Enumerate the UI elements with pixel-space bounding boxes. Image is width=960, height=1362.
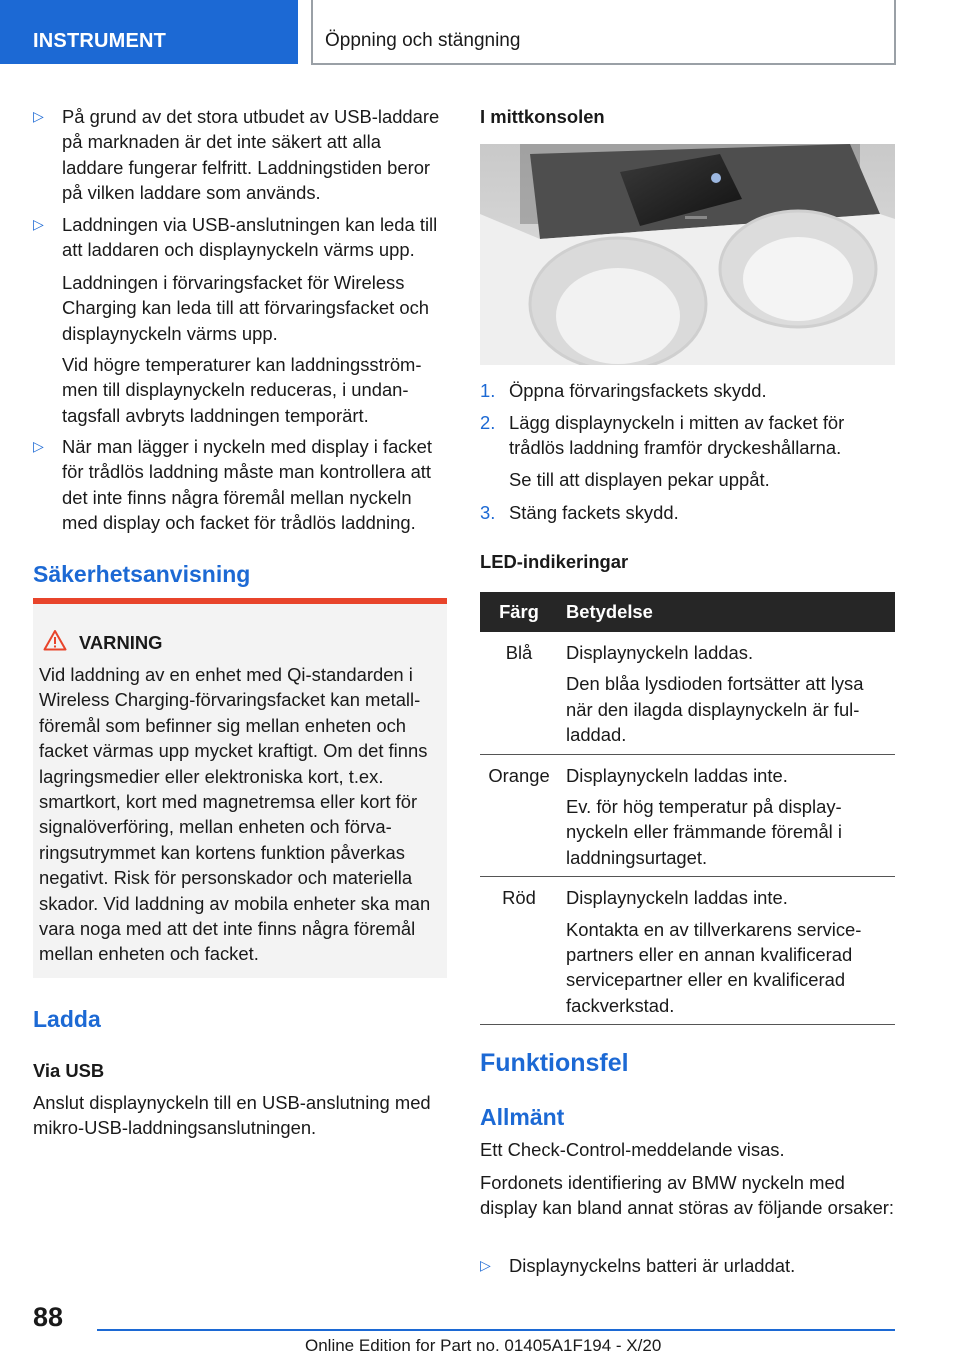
- section-title: INSTRUMENT: [33, 30, 167, 52]
- warning-triangle-icon: [43, 629, 67, 651]
- step-note: Se till att displayen pekar uppåt.: [509, 469, 770, 490]
- footer-divider: [97, 1329, 895, 1331]
- bullet-triangle-icon: ▷: [33, 438, 44, 454]
- center-console-illustration: [480, 144, 895, 365]
- led-meaning: Displaynyckeln laddas inte. Ev. för hög temperatur på displaynyckeln eller främmande föremål i laddningsurtaget.: [558, 754, 895, 877]
- table-row: [480, 877, 895, 1025]
- column-header: Färg: [480, 592, 558, 632]
- column-header: Betydelse: [558, 592, 895, 632]
- center-console-photo: [480, 144, 895, 365]
- section-tab: [0, 0, 298, 64]
- warning-box: [33, 598, 447, 978]
- led-table: [480, 592, 895, 1025]
- subheading: I mittkonsolen: [480, 106, 605, 127]
- chapter-title: Öppning och stängning: [325, 30, 521, 51]
- bullet-triangle-icon: ▷: [480, 1257, 491, 1273]
- paragraph: Vid högre temperaturer kan laddningsströmmen till displaynyckeln reduceras, i undantagsfall avbryts laddningen temporärt.: [62, 354, 422, 426]
- section-heading: Ladda: [33, 1006, 101, 1032]
- paragraph: Ett Check-Control-meddelande visas.: [480, 1139, 785, 1160]
- warning-title: VARNING: [79, 632, 163, 653]
- subheading: LED-indikeringar: [480, 551, 629, 572]
- warning-text: Vid laddning av en enhet med Qi-standarden i Wireless Charging-förvaringsfacket kan metallföremål som befinner sig mellan enheten och facket värmas upp mycket kraftigt. Om det finns lagringsmedier eller elektroniska kort, t.ex. smartkort, kort med magnetremsa eller kort för signalöverföring, mellan enheten och förvaringsutrymmet kan kortens funktion påverkas negativt. Risk för personskador och materiella skador. Vid laddning av mobila enheter ska man vara noga med att det inte finns några föremål mellan enheten och facket.: [39, 664, 431, 965]
- paragraph: Fordonets identifiering av BMW nyckeln med display kan bland annat störas av följande orsaker:: [480, 1172, 895, 1219]
- led-color: Röd: [480, 877, 558, 1025]
- chapter-tab: [311, 0, 896, 65]
- edition-text: Online Edition for Part no. 01405A1F194 - X/20: [305, 1336, 662, 1355]
- paragraph: Laddningen i förvaringsfacket för Wireless Charging kan leda till att förvaringsfacket och displaynyckeln värms upp.: [62, 272, 429, 344]
- table-header-row: [480, 592, 895, 632]
- page-number: 88: [33, 1302, 64, 1332]
- bullet-triangle-icon: ▷: [33, 108, 44, 124]
- led-color: Orange: [480, 754, 558, 877]
- section-heading: Funktionsfel: [480, 1049, 629, 1077]
- section-heading: Säkerhetsanvisning: [33, 561, 251, 587]
- table-row: [480, 632, 895, 754]
- led-meaning: Displaynyckeln laddas. Den blåa lysdioden fortsätter att lysa när den ilagda displaynyckeln är fulladdad.: [558, 632, 895, 754]
- paragraph: Anslut displaynyckeln till en USB-anslutning med mikro-USB-laddningsanslutningen.: [33, 1092, 431, 1139]
- table-row: [480, 754, 895, 877]
- subheading: Via USB: [33, 1060, 105, 1081]
- led-color: Blå: [480, 632, 558, 754]
- bullet-triangle-icon: ▷: [33, 216, 44, 232]
- led-meaning: Displaynyckeln laddas inte. Kontakta en av tillverkarens servicepartners eller en annan kvalificerad servicepartner eller en kvalificerad fackverkstad.: [558, 877, 895, 1025]
- subsection-heading: Allmänt: [480, 1104, 565, 1130]
